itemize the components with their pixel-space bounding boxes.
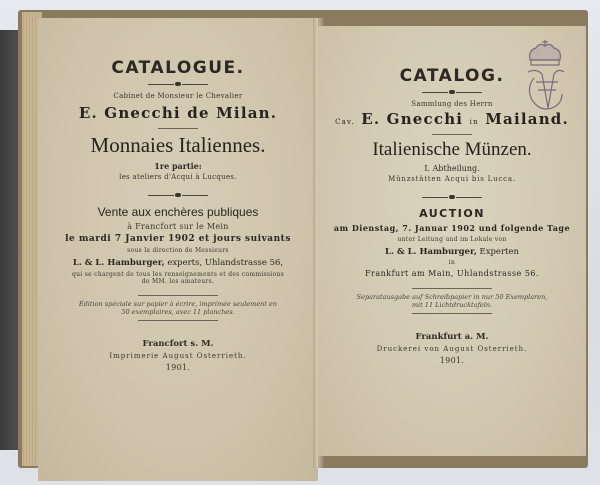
right-subtitle: Münzstätten Acqui bis Lucca. [388, 175, 516, 183]
left-sale: Vente aux enchères publiques [97, 205, 259, 219]
left-title: Monnaies Italiennes. [90, 133, 266, 157]
ornament-divider [38, 82, 318, 86]
ornament-divider [38, 193, 318, 197]
right-direction: unter Leitung und im Lokale von [397, 236, 507, 243]
right-printer: Druckerei von August Osterrieth. [376, 345, 528, 353]
right-date: am Dienstag, 7. Januar 1902 und folgende Tage [333, 223, 571, 233]
right-part: I. Abtheilung. [424, 164, 480, 173]
right-collection-line: Sammlung des Herrn [411, 100, 493, 108]
left-heading: CATALOGUE. [111, 58, 245, 78]
right-title: Italienische Münzen. [372, 139, 532, 160]
left-title-page [38, 18, 318, 481]
right-year: 1901. [439, 356, 465, 365]
left-commission-1: qui se chargent de tous les renseignements et des commissions [72, 271, 284, 278]
left-year: 1901. [165, 363, 191, 372]
right-in: in [448, 259, 456, 266]
left-city: Francfort s. M. [142, 339, 214, 349]
crown-monogram-stamp-icon [522, 38, 568, 120]
right-collector: Cav. E. Gnecchi in Mailand. [335, 110, 569, 128]
left-subtitle: les ateliers d'Acqui à Lucques. [119, 173, 237, 181]
left-printer: Imprimerie August Osterrieth. [109, 352, 247, 360]
left-place: à Francfort sur le Mein [127, 222, 229, 231]
left-direction: sous la direction de Messieurs [127, 247, 229, 254]
left-collection-line: Cabinet de Monsieur le Chevalier [113, 92, 243, 100]
divider [318, 134, 586, 135]
left-date: le mardi 7 Janvier 1902 et jours suivants [65, 234, 291, 244]
ornament-divider [318, 195, 586, 199]
right-experts: L. & L. Hamburger, Experten [385, 247, 519, 257]
divider [38, 128, 318, 129]
left-part: 1re partie: [154, 161, 202, 171]
left-edition-2: 50 exemplaires, avec 11 planches. [121, 308, 235, 316]
divider [318, 313, 586, 314]
right-auction: AUCTION [419, 207, 485, 220]
divider [318, 288, 586, 289]
divider [38, 295, 318, 296]
left-collector: E. Gnecchi de Milan. [78, 104, 278, 122]
left-experts: L. & L. Hamburger, experts, Uhlandstrasse 56, [72, 258, 284, 268]
divider [38, 320, 318, 321]
right-heading: CATALOG. [399, 66, 505, 86]
right-edition-1: Separatausgabe auf Schreibpapier in nur 50 Exemplaren, [356, 293, 548, 301]
right-city: Frankfurt a. M. [415, 332, 489, 342]
right-edition-2: mit 11 Lichtdrucktafeln. [411, 301, 493, 309]
left-commission-2: de MM. les amateurs. [141, 278, 215, 285]
right-address: Frankfurt am Main, Uhlandstrasse 56. [364, 269, 540, 278]
left-edition-1: Édition spéciale sur papier à écrire, imprimée seulement en [78, 300, 278, 308]
